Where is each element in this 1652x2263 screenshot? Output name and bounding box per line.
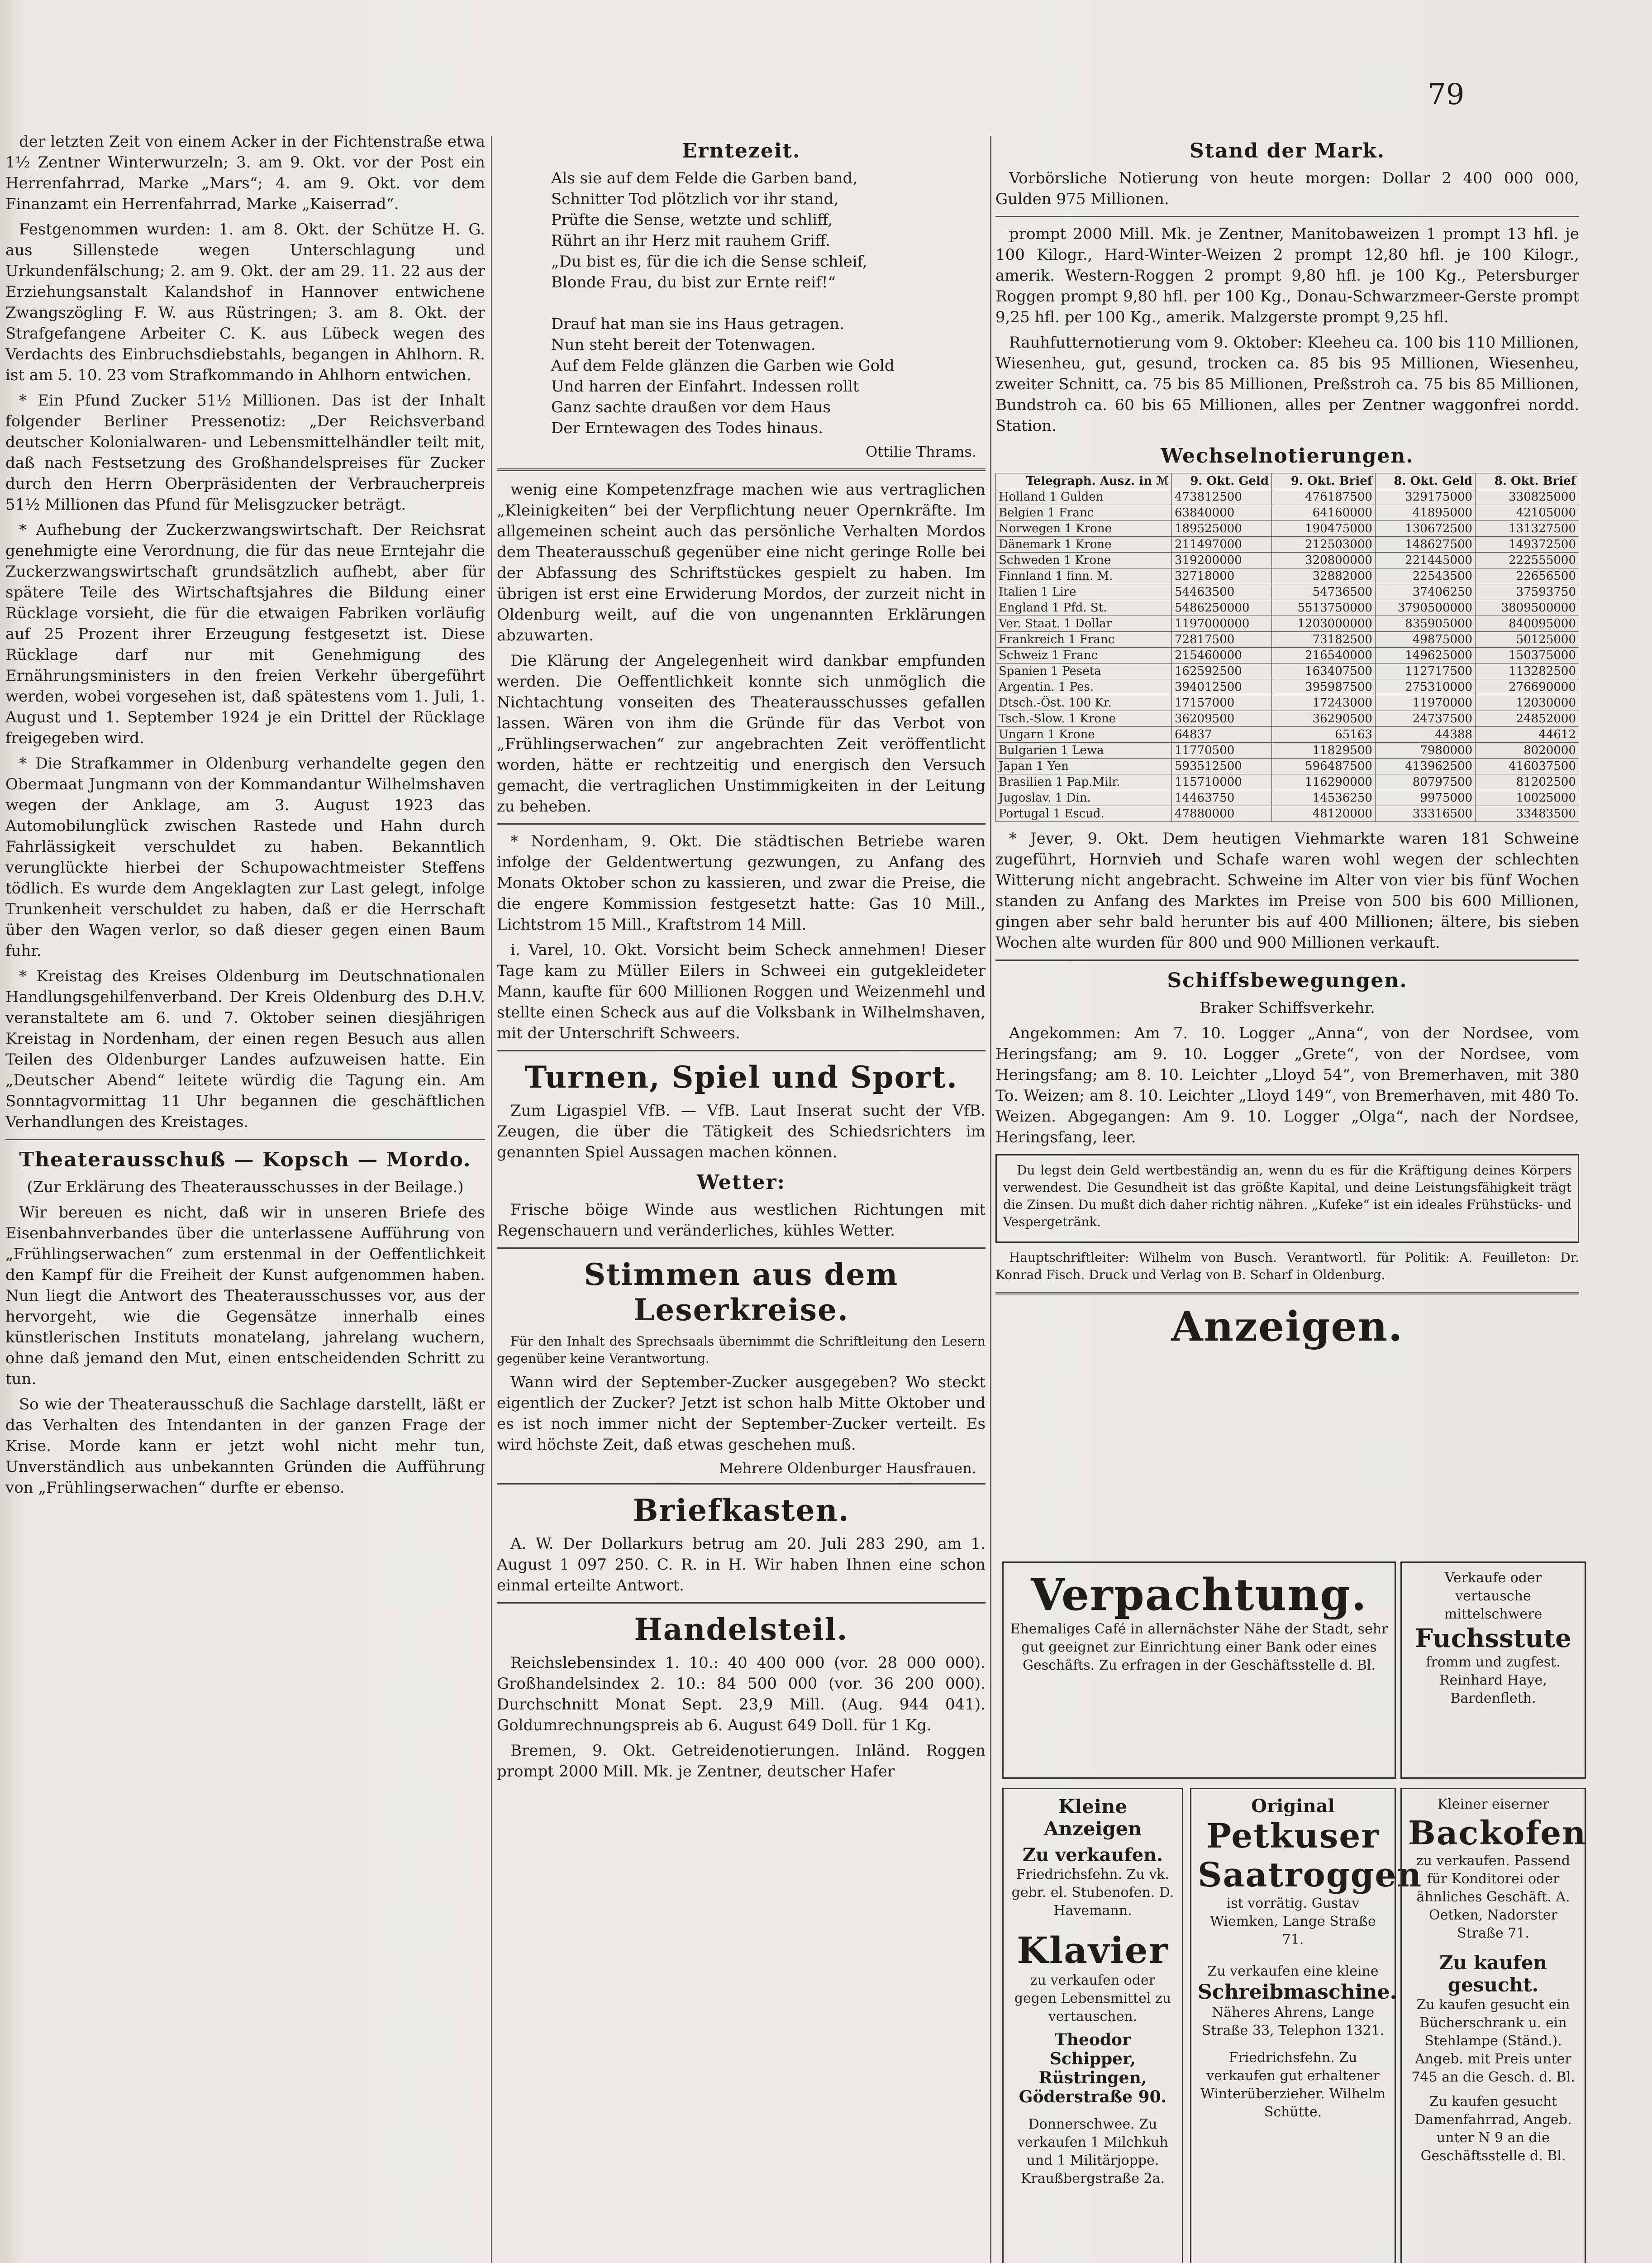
table-row	[996, 537, 1579, 553]
table-cell: Brasilien 1 Pap.Milr.	[996, 774, 1172, 790]
table-row	[996, 664, 1579, 679]
ad-text: Kleiner eiserner	[1437, 1796, 1549, 1812]
weather-heading: Wetter:	[697, 1171, 786, 1194]
table-cell: 32718000	[1171, 568, 1271, 584]
table-cell: 48120000	[1272, 806, 1376, 822]
table-cell: 10025000	[1476, 790, 1579, 806]
table-header-cell: 8. Okt. Brief	[1476, 473, 1579, 489]
table-row	[996, 505, 1579, 521]
table-header-cell: Telegraph. Ausz. in ℳ	[996, 473, 1172, 489]
article-text: * Ein Pfund Zucker 51½ Millionen. Das ist der Inhalt folgender Berliner Pressenotiz: „Der Reichsverband deutscher Kolonialwaren- und Lebensmittelhändler teilt mit, daß nach Festsetzung des Großhandelspreises für Zucker durch den Herrn Oberpräsidenten der Verbraucherpreis 51½ Millionen das Pfund für Melisgzucker beträgt.	[5, 391, 485, 514]
article-text: * Die Strafkammer in Oldenburg verhandelte gegen den Obermaat Jungmann von der Kommandantur Wilhelmshaven wegen der Anklage, am 3. August 1923 das Automobilunglück zwischen Rastede und Hahn durch Fahrlässigkeit verschuldet zu haben. Bekanntlich verunglückte hierbei der Schupowachtmeister Steffens tödlich. Es wurde dem Angeklagten zur Last gelegt, infolge Trunkenheit verschuldet zu haben, daß er die Herrschaft über den Wagen verlor, so daß dieser gegen einen Baum fuhr.	[5, 754, 485, 960]
table-cell: Ungarn 1 Krone	[996, 727, 1172, 743]
ad-text: Zu verkaufen eine kleine	[1207, 1963, 1379, 1979]
table-cell: 840095000	[1476, 616, 1579, 632]
article-text: Reichslebensindex 1. 10.: 40 400 000 (vor. 28 000 000). Großhandelsindex 2. 10.: 84 500 000 (vor. 36 200 000). Durchschnitt Monat Sept. 23,9 Mill. (Aug. 944 041). Goldumrechnungspreis ab 6. August 649 Doll. für 1 Kg.	[497, 1654, 985, 1734]
divider	[497, 468, 985, 471]
table-cell: 5486250000	[1171, 600, 1271, 616]
divider	[995, 216, 1579, 217]
table-cell: 189525000	[1171, 521, 1271, 537]
table-row	[996, 584, 1579, 600]
table-cell: 42105000	[1476, 505, 1579, 521]
section-heading-market: Stand der Mark.	[1189, 139, 1385, 162]
table-cell: Italien 1 Lire	[996, 584, 1172, 600]
ad-text: Näheres Ahrens, Lange Straße 33, Telephon 1321.	[1201, 2005, 1385, 2039]
table-cell: 22543500	[1375, 568, 1475, 584]
table-cell: 33483500	[1476, 806, 1579, 822]
table-cell: 1197000000	[1171, 616, 1271, 632]
table-cell: England 1 Pfd. St.	[996, 600, 1172, 616]
table-cell: 115710000	[1171, 774, 1271, 790]
table-cell: 14536250	[1272, 790, 1376, 806]
table-row	[996, 679, 1579, 695]
table-row	[996, 521, 1579, 537]
table-cell: 36290500	[1272, 711, 1376, 727]
ad-title: Fuchsstute	[1415, 1623, 1571, 1653]
table-cell: 3790500000	[1375, 600, 1475, 616]
article-text: der letzten Zeit von einem Acker in der Fichtenstraße etwa 1½ Zentner Winterwurzeln; 3. am 9. Okt. vor der Post ein Herrenfahrrad, Marke „Mars“; 4. am 9. Okt. vor dem Finanzamt ein Herrenfahrrad, Marke „Kaiserrad“.	[5, 133, 485, 213]
table-cell: 33316500	[1375, 806, 1475, 822]
table-cell: Tsch.-Slow. 1 Krone	[996, 711, 1172, 727]
table-cell: 22656500	[1476, 568, 1579, 584]
table-cell: Portugal 1 Escud.	[996, 806, 1172, 822]
ad-verpachtung	[1002, 1561, 1396, 1779]
ad-text: Zu kaufen gesucht ein Bücherschrank u. ein Stehlampe (Ständ.). Angeb. mit Preis unter 745 an die Gesch. d. Bl.	[1411, 1997, 1575, 2085]
ad-title: Klavier	[1017, 1929, 1169, 1972]
table-cell: 11829500	[1272, 743, 1376, 759]
article-text: Zum Ligaspiel VfB. — VfB. Laut Inserat sucht der VfB. Zeugen, die über die Tätigkeit des Schiedsrichters im genannten Spiel Aussagen machen können.	[497, 1102, 985, 1161]
table-cell: 41895000	[1375, 505, 1475, 521]
article-text: Wann wird der September-Zucker ausgegeben? Wo steckt eigentlich der Zucker? Jetzt ist schon halb Mitte Oktober und es ist noch immer nicht der September-Zucker verteilt. Es wird höchste Zeit, daß etwas geschehen muß.	[497, 1373, 985, 1454]
page-number: 79	[1428, 78, 1465, 111]
table-cell: 148627500	[1375, 537, 1475, 553]
ad-text: zu verkaufen oder gegen Lebensmittel zu vertauschen.	[1014, 1972, 1171, 2024]
table-cell: 24852000	[1476, 711, 1579, 727]
table-cell: 8020000	[1476, 743, 1579, 759]
ad-kleine-anzeigen	[1002, 1788, 1183, 2263]
table-cell: 3809500000	[1476, 600, 1579, 616]
ads-heading: Anzeigen.	[1171, 1303, 1404, 1351]
column-1	[5, 131, 485, 1503]
article-text: * Nordenham, 9. Okt. Die städtischen Betriebe waren infolge der Geldentwertung gezwungen, zu Anfang des Monats Oktober schon zu kassieren, und zwar die Preise, die die engere Kommission festgesetzt hatte: Gas 10 Mill., Lichtstrom 15 Mill., Kraftstrom 14 Mill.	[497, 832, 985, 934]
table-cell: 11970000	[1375, 695, 1475, 711]
section-heading-mail: Briefkasten.	[633, 1493, 850, 1528]
divider	[497, 823, 985, 825]
table-cell: 163407500	[1272, 664, 1376, 679]
table-cell: 413962500	[1375, 759, 1475, 774]
article-text: i. Varel, 10. Okt. Vorsicht beim Scheck annehmen! Dieser Tage kam zu Müller Eilers in Schweei ein gutgekleideter Mann, kaufte für 600 Millionen Roggen und Weizenmehl und stellte einen Scheck aus auf die Volksbank in Wilhelmshaven, mit der Unterschrift Schweers.	[497, 941, 985, 1042]
table-cell: 212503000	[1272, 537, 1376, 553]
table-cell: 593512500	[1171, 759, 1271, 774]
table-row	[996, 553, 1579, 568]
table-cell: Ver. Staat. 1 Dollar	[996, 616, 1172, 632]
table-cell: 130672500	[1375, 521, 1475, 537]
article-text: Wir bereuen es nicht, daß wir in unseren Briefe des Eisenbahnverbandes über die unterlassene Aufführung von „Frühlingserwachen“ zum erstenmal in der Oeffentlichkeit den Kampf für die Freiheit der Kunst aufgenommen haben. Nun liegt die Antwort des Theaterausschusses vor, aus der hervorgeht, wie die Gegensätze innerhalb eines künstlerischen Instituts monatelang, jahrelang wuchern, ohne daß jemand den Mut, einen entscheidenden Schritt zu tun.	[5, 1203, 485, 1388]
table-cell: 116290000	[1272, 774, 1376, 790]
table-cell: 63840000	[1171, 505, 1271, 521]
table-row	[996, 616, 1579, 632]
table-cell: 473812500	[1171, 489, 1271, 505]
ad-title: Kleine Anzeigen	[1043, 1795, 1142, 1840]
table-cell: 32882000	[1272, 568, 1376, 584]
table-cell: 596487500	[1272, 759, 1376, 774]
table-cell: 320800000	[1272, 553, 1376, 568]
table-cell: 149625000	[1375, 648, 1475, 664]
table-cell: 1203000000	[1272, 616, 1376, 632]
column-rule	[990, 136, 991, 2263]
table-row	[996, 743, 1579, 759]
table-cell: 7980000	[1375, 743, 1475, 759]
table-cell: 64160000	[1272, 505, 1376, 521]
table-cell: 330825000	[1476, 489, 1579, 505]
table-cell: Dtsch.-Öst. 100 Kr.	[996, 695, 1172, 711]
table-cell: 215460000	[1171, 648, 1271, 664]
table-cell: 416037500	[1476, 759, 1579, 774]
table-cell: 80797500	[1375, 774, 1475, 790]
table-cell: 221445000	[1375, 553, 1475, 568]
table-header-cell: 9. Okt. Brief	[1272, 473, 1376, 489]
article-heading: Theaterausschuß — Kopsch — Mordo.	[19, 1148, 471, 1171]
table-cell: 835905000	[1375, 616, 1475, 632]
advert-text: Du legst dein Geld wertbeständig an, wenn du es für die Kräftigung deines Körpers verwendest. Die Gesundheit ist das größte Kapital, und deine Leistungsfähigkeit trägt die Zinsen. Du mußt dich daher richtig nähren. „Kufeke“ ist ein ideales Frühstücks- und Vespergetränk.	[1003, 1163, 1571, 1229]
advert-box	[995, 1154, 1579, 1243]
section-heading-voices: Stimmen aus dem Leserkreise.	[584, 1257, 899, 1327]
ad-text: ist vorrätig. Gustav Wiemken, Lange Straße 71.	[1210, 1895, 1376, 1948]
table-cell: 12030000	[1476, 695, 1579, 711]
table-cell: 36209500	[1171, 711, 1271, 727]
poem-author: Ottilie Thrams.	[865, 443, 976, 460]
poem-title: Erntezeit.	[681, 139, 801, 162]
article-text: Angekommen: Am 7. 10. Logger „Anna“, von der Nordsee, vom Heringsfang; am 9. 10. Logger „Grete“, von der Nordsee, vom Heringsfang; am 8. 10. Leichter „Lloyd 54“, von Bremerhaven, mit 380 To. Weizen; am 8. 10. Leichter „Lloyd 149“, von Bremerhaven, mit 480 To. Weizen. Abgegangen: Am 9. 10. Logger „Olga“, nach der Nordsee, Heringsfang, leer.	[995, 1024, 1579, 1146]
table-cell: 9975000	[1375, 790, 1475, 806]
table-row	[996, 711, 1579, 727]
table-cell: Holland 1 Gulden	[996, 489, 1172, 505]
ad-text: Theodor Schipper, Rüstringen, Göderstraße 90.	[1019, 2030, 1167, 2106]
article-subheading: (Zur Erklärung des Theaterausschusses in der Beilage.)	[27, 1178, 464, 1196]
table-cell: 50125000	[1476, 632, 1579, 648]
table-row	[996, 600, 1579, 616]
section-heading-ships: Schiffsbewegungen.	[1167, 969, 1408, 992]
ad-title: Backofen	[1408, 1814, 1587, 1852]
article-text: * Aufhebung der Zuckerzwangswirtschaft. Der Reichsrat genehmigte eine Verordnung, die für das neue Erntejahr die Zuckerzwangswirtschaft grundsätzlich aufhebt, aber für spätere Teile des Wirtschaftsjahres die Bildung einer Rücklage vorsieht, die für die etwaigen Fabriken vorläufig auf 25 Prozent ihrer Erzeugung festgesetzt ist. Diese Rücklage darf nur mit Genehmigung des Ernährungsministers in den freien Verkehr übergeführt werden, wobei vorgesehen ist, daß spätestens vom 1. Juli, 1. August und 1. September 1924 je ein Drittel der Rücklage freigegeben wird.	[5, 521, 485, 747]
ad-text: fromm und zugfest. Reinhard Haye, Bardenfleth.	[1426, 1654, 1561, 1706]
table-header-cell: 9. Okt. Geld	[1171, 473, 1271, 489]
ad-title: Verpachtung.	[1031, 1569, 1367, 1620]
ad-saatroggen	[1190, 1788, 1423, 2263]
table-cell: 150375000	[1476, 648, 1579, 664]
table-cell: 394012500	[1171, 679, 1271, 695]
article-text: * Kreistag des Kreises Oldenburg im Deutschnationalen Handlungsgehilfenverband. Der Kreis Oldenburg des D.H.V. veranstaltete am 6. und 7. Oktober seinen diesjährigen Kreistag in Nordenham, der einen regen Besuch aus allen Teilen des Oldenburger Landes aufzuweisen hatte. Ein „Deutscher Abend“ leitete würdig die Tagung ein. Am Sonntagvormittag 11 Uhr begannen die geschäftlichen Verhandlungen des Kreistages.	[5, 967, 485, 1131]
article-text: * Jever, 9. Okt. Dem heutigen Viehmarkte waren 181 Schweine zugeführt, Hornvieh und Schafe waren wohl wegen der schlechten Witterung nicht angebracht. Schweine im Alter von vier bis fünf Wochen standen zu Anfang des Marktes im Preise von 500 bis 600 Millionen, gingen aber sehr bald herunter bis auf 400 Millionen; ältere, bis sieben Wochen alte wurden für 800 und 900 Millionen verkauft.	[995, 830, 1579, 952]
section-heading-fx: Wechselnotierungen.	[1161, 444, 1414, 468]
section-heading-trade: Handelsteil.	[634, 1612, 848, 1647]
column-rule	[491, 136, 492, 2263]
table-row	[996, 695, 1579, 711]
article-text: Festgenommen wurden: 1. am 8. Okt. der Schütze H. G. aus Sillenstede wegen Unterschlagung und Urkundenfälschung; 2. am 9. Okt. der am 29. 11. 22 aus der Erziehungsanstalt Kalandshof in Hannover entwichene Zwangszögling F. W. aus Rüstringen; 3. am 8. Okt. der Strafgefangene Arbeiter C. K. aus Lübeck wegen des Verdachts des Einbruchsdiebstahls, begangen in Ahlhorn. R. ist am 5. 10. 23 vom Strafkommando in Ahlhorn entwichen.	[5, 220, 485, 384]
ad-subtitle: Original	[1251, 1795, 1335, 1817]
table-cell: 24737500	[1375, 711, 1475, 727]
ad-text: Friedrichsfehn. Zu verkaufen gut erhaltener Winterüberzieher. Wilhelm Schütte.	[1200, 2050, 1385, 2120]
table-row	[996, 759, 1579, 774]
ad-text: Verkaufe oder vertausche mittelschwere	[1444, 1570, 1543, 1622]
ad-text: Donnerschwee. Zu verkaufen 1 Milchkuh und 1 Militärjoppe. Kraußbergstraße 2a.	[1017, 2116, 1168, 2187]
ad-title: Petkuser Saatroggen	[1198, 1817, 1423, 1895]
table-cell: 54736500	[1272, 584, 1376, 600]
table-cell: Bulgarien 1 Lewa	[996, 743, 1172, 759]
table-cell: 216540000	[1272, 648, 1376, 664]
article-subheading: Braker Schiffsverkehr.	[1200, 999, 1375, 1017]
divider	[995, 1292, 1579, 1294]
ad-fuchsstute	[1400, 1561, 1586, 1779]
article-text: wenig eine Kompetenzfrage machen wie aus vertraglichen „Kleinigkeiten“ bei der Verpflichtung neuer Opernkräfte. Im allgemeinen scheint auch das persönliche Verhalten Mordos dem Theaterausschuß gegenüber eine nicht geringe Rolle bei der Abfassung des Schriftstückes gespielt zu haben. Im übrigen ist erst eine Erwiderung Mordos, der zurzeit nicht in Oldenburg weilt, auf die von ungenannten Erklärungen abzuwarten.	[497, 481, 985, 645]
table-cell: 476187500	[1272, 489, 1376, 505]
exchange-rate-table	[995, 473, 1579, 822]
table-cell: 44388	[1375, 727, 1475, 743]
article-text: Die Klärung der Angelegenheit wird dankbar empfunden werden. Die Oeffentlichkeit konnte sich unmöglich die Nichtachtung vonseiten des Theaterausschusses gefallen lassen. Wären von ihm die Gründe für das Verbot von „Frühlingserwachen“ zur angebrachten Zeit veröffentlicht worden, hätte er rechtzeitig und energisch den Versuch gemacht, die vertraglichen Unstimmigkeiten in der Leitung zu beheben.	[497, 652, 985, 816]
ad-text: Friedrichsfehn. Zu vk. gebr. el. Stubenofen. D. Havemann.	[1011, 1867, 1174, 1919]
table-cell: 17157000	[1171, 695, 1271, 711]
table-cell: 64837	[1171, 727, 1271, 743]
ad-text: zu verkaufen. Passend für Konditorei oder ähnliches Geschäft. A. Oetken, Nadorster Straße 71.	[1416, 1853, 1571, 1941]
table-row	[996, 489, 1579, 505]
divider	[497, 1483, 985, 1485]
table-row	[996, 568, 1579, 584]
table-cell: 11770500	[1171, 743, 1271, 759]
table-cell: 73182500	[1272, 632, 1376, 648]
ad-title: Zu kaufen gesucht.	[1439, 1952, 1547, 1996]
table-cell: 329175000	[1375, 489, 1475, 505]
article-text: Rauhfutternotierung vom 9. Oktober: Kleeheu ca. 100 bis 110 Millionen, Wiesenheu, gut, gesund, trocken ca. 85 bis 95 Millionen, Wiesenheu, zweiter Schnitt, ca. 75 bis 85 Millionen, Preßstroh ca. 75 bis 85 Millionen, Bundstroh ca. 60 bis 65 Millionen, alles per Zentner waggonfrei nordd. Station.	[995, 334, 1579, 435]
table-cell: 275310000	[1375, 679, 1475, 695]
table-cell: 81202500	[1476, 774, 1579, 790]
poem-text: Als sie auf dem Felde die Garben band, Schnitter Tod plötzlich vor ihr stand, Prüfte die Sense, wetzte und schliff, Rührt an ihr Herz mit rauhem Griff. „Du bist es, für die ich die Sense schleif, Blonde Frau, du bist zur Ernte reif!“ Drauf hat man sie ins Haus getragen. Nun steht bereit der Totenwagen. Auf dem Felde glänzen die Garben wie Gold Und harren der Einfahrt. Indessen rollt Ganz sachte draußen vor dem Haus Der Erntewagen des Todes hinaus.	[551, 169, 895, 437]
table-cell: 211497000	[1171, 537, 1271, 553]
table-cell: 5513750000	[1272, 600, 1376, 616]
table-row	[996, 727, 1579, 743]
table-cell: 47880000	[1171, 806, 1271, 822]
article-text: A. W. Der Dollarkurs betrug am 20. Juli 283 290, am 1. August 1 097 250. C. R. in H. Wir haben Ihnen eine schon einmal erteilte Antwort.	[497, 1535, 985, 1595]
table-cell: Schweden 1 Krone	[996, 553, 1172, 568]
table-cell: Jugoslav. 1 Din.	[996, 790, 1172, 806]
table-cell: 54463500	[1171, 584, 1271, 600]
table-cell: 65163	[1272, 727, 1376, 743]
ad-backofen	[1400, 1788, 1586, 2263]
table-row	[996, 774, 1579, 790]
table-cell: 276690000	[1476, 679, 1579, 695]
ad-title: Schreibmaschine.	[1198, 1981, 1397, 2004]
table-row	[996, 632, 1579, 648]
ad-subtitle: Zu verkaufen.	[1022, 1844, 1163, 1866]
divider	[497, 1050, 985, 1051]
table-cell: Japan 1 Yen	[996, 759, 1172, 774]
table-cell: 149372500	[1476, 537, 1579, 553]
table-cell: 17243000	[1272, 695, 1376, 711]
letter-signature: Mehrere Oldenburger Hausfrauen.	[719, 1460, 976, 1477]
ad-text: Zu kaufen gesucht Damenfahrrad, Angeb. unter N 9 an die Geschäftsstelle d. Bl.	[1414, 2094, 1572, 2164]
divider	[497, 1602, 985, 1604]
table-cell: 49875000	[1375, 632, 1475, 648]
table-cell: 319200000	[1171, 553, 1271, 568]
article-text: Vorbörsliche Notierung von heute morgen: Dollar 2 400 000 000, Gulden 975 Millionen.	[995, 169, 1579, 208]
table-header-cell: 8. Okt. Geld	[1375, 473, 1475, 489]
ad-text: Ehemaliges Café in allernächster Nähe der Stadt, sehr gut geeignet zur Einrichtung einer Bank oder eines Geschäfts. Zu erfragen in der Geschäftsstelle d. Bl.	[1010, 1621, 1388, 1673]
table-cell: Norwegen 1 Krone	[996, 521, 1172, 537]
table-cell: Argentin. 1 Pes.	[996, 679, 1172, 695]
section-heading-sport: Turnen, Spiel und Sport.	[524, 1060, 958, 1095]
table-cell: 14463750	[1171, 790, 1271, 806]
weather-text: Frische böige Winde aus westlichen Richtungen mit Regenschauern und veränderliches, kühles Wetter.	[497, 1201, 985, 1240]
divider	[995, 960, 1579, 961]
table-cell: 131327500	[1476, 521, 1579, 537]
table-cell: 112717500	[1375, 664, 1475, 679]
divider	[497, 1247, 985, 1249]
table-cell: Frankreich 1 Franc	[996, 632, 1172, 648]
article-text: Bremen, 9. Okt. Getreidenotierungen. Inländ. Roggen prompt 2000 Mill. Mk. je Zentner, deutscher Hafer	[497, 1742, 985, 1781]
table-row	[996, 648, 1579, 664]
table-row	[996, 806, 1579, 822]
disclaimer-text: Für den Inhalt des Sprechsaals übernimmt die Schriftleitung den Lesern gegenüber keine Verantwortung.	[497, 1334, 985, 1366]
imprint-text: Hauptschriftleiter: Wilhelm von Busch. Verantwortl. für Politik: A. Feuilleton: Dr. Konrad Fisch. Druck und Verlag von B. Scharf in Oldenburg.	[995, 1250, 1579, 1282]
column-3	[995, 131, 1579, 1356]
table-cell: 37406250	[1375, 584, 1475, 600]
table-cell: 395987500	[1272, 679, 1376, 695]
table-cell: Dänemark 1 Krone	[996, 537, 1172, 553]
table-cell: 37593750	[1476, 584, 1579, 600]
table-cell: Finnland 1 finn. M.	[996, 568, 1172, 584]
table-cell: Belgien 1 Franc	[996, 505, 1172, 521]
table-cell: 190475000	[1272, 521, 1376, 537]
table-cell: 113282500	[1476, 664, 1579, 679]
column-2	[497, 131, 985, 1786]
article-text: prompt 2000 Mill. Mk. je Zentner, Manitobaweizen 1 prompt 13 hfl. je 100 Kilogr., Hard-Winter-Weizen 2 prompt 12,80 hfl. je 100 Kilogr., amerik. Western-Roggen 2 prompt 9,80 hfl. je 100 Kg., Petersburger Roggen prompt 9,80 hfl. per 100 Kg., Donau-Schwarzmeer-Gerste prompt 9,25 hfl. per 100 Kg., amerik. Malzgerste prompt 9,25 hfl.	[995, 225, 1579, 326]
table-cell: 44612	[1476, 727, 1579, 743]
table-cell: 162592500	[1171, 664, 1271, 679]
article-text: So wie der Theaterausschuß die Sachlage darstellt, läßt er das Verhalten des Intendanten in der ganzen Frage der Krise. Morde kann er jetzt wohl nicht mehr tun, Unverständlich aus unbekannten Gründen die Aufführung von „Frühlingserwachen“ durfte er ebenso.	[5, 1395, 485, 1497]
table-row	[996, 790, 1579, 806]
table-cell: 222555000	[1476, 553, 1579, 568]
table-cell: Schweiz 1 Franc	[996, 648, 1172, 664]
table-cell: 72817500	[1171, 632, 1271, 648]
divider	[5, 1139, 485, 1140]
table-cell: Spanien 1 Peseta	[996, 664, 1172, 679]
